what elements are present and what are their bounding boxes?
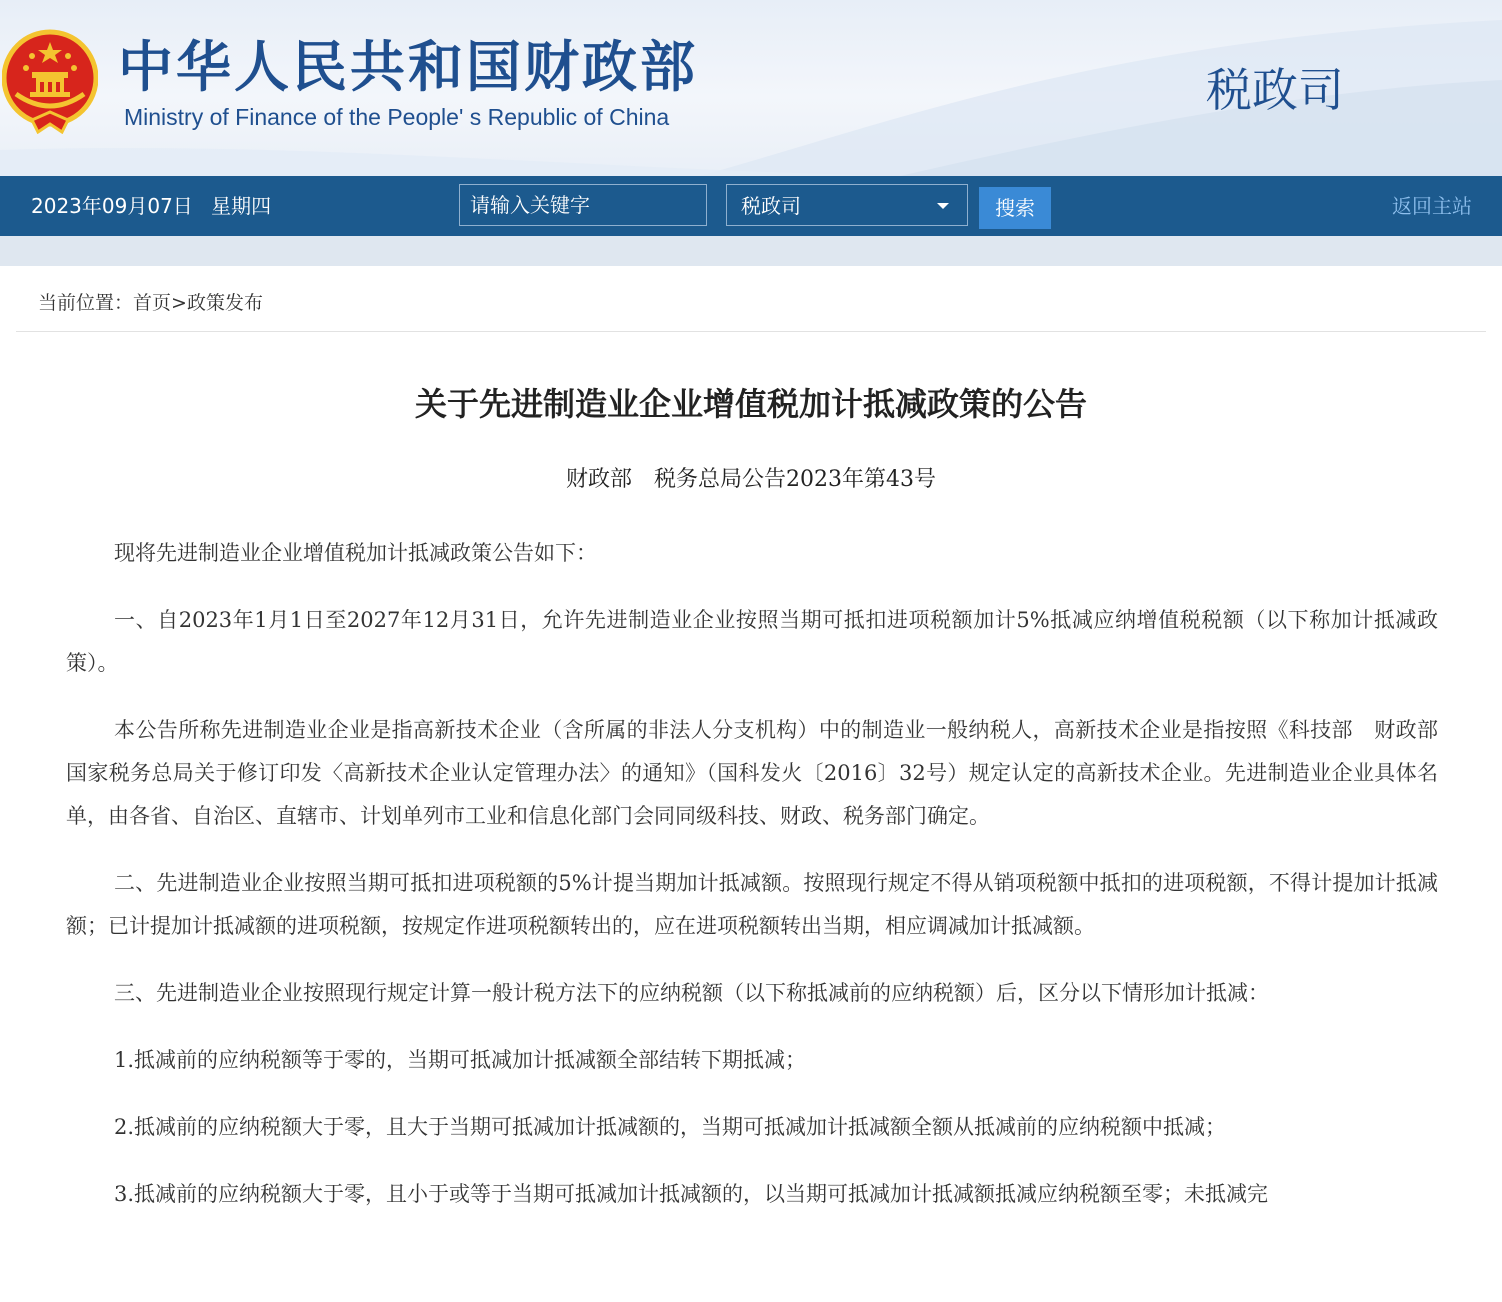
- search-button[interactable]: 搜索: [979, 187, 1051, 229]
- article-paragraph: 3.抵减前的应纳税额大于零，且小于或等于当期可抵减加计抵减额的，以当期可抵减加计抵减额抵减应纳税额至零；未抵减完: [114, 1182, 1269, 1206]
- site-header: [0, 0, 1502, 176]
- breadcrumb-divider: [16, 331, 1486, 332]
- national-emblem-icon: [2, 28, 98, 134]
- article-paragraph: 一、自2023年1月1日至2027年12月31日，允许先进制造业企业按照当期可抵扣进项税额加计5%抵减应纳增值税税额（以下称加计抵减政策）。: [66, 608, 1438, 675]
- date-text: 2023年09月07日: [31, 194, 193, 218]
- article-paragraph: 三、先进制造业企业按照现行规定计算一般计税方法下的应纳税额（以下称抵减前的应纳税额）后，区分以下情形加计抵减：: [114, 981, 1269, 1005]
- breadcrumb: [38, 288, 263, 318]
- top-navbar: [0, 176, 1502, 236]
- article-paragraph: 1.抵减前的应纳税额等于零的，当期可抵减加计抵减额全部结转下期抵减；: [114, 1048, 807, 1072]
- article-title: 关于先进制造业企业增值税加计抵减政策的公告: [414, 385, 1087, 423]
- search-scope-selected: 税政司: [741, 194, 801, 218]
- article-body: [66, 532, 1459, 1240]
- current-date: [31, 191, 271, 221]
- department-name: 税政司: [1206, 63, 1344, 117]
- article-paragraph: 二、先进制造业企业按照当期可抵扣进项税额的5%计提当期加计抵减额。按照现行规定不得从销项税额中抵扣的进项税额，不得计提加计抵减额；已计提加计抵减额的进项税额，按规定作进项税额转出的，应在进项税额转出当期，相应调减加计抵减额。: [66, 871, 1438, 938]
- search-scope-select[interactable]: [726, 184, 968, 226]
- main-content: [0, 266, 1502, 1302]
- breadcrumb-home-link[interactable]: 首页: [133, 292, 172, 314]
- site-title-english: Ministry of Finance of the People' s Republic of China: [124, 104, 670, 130]
- breadcrumb-current-link[interactable]: 政策发布: [186, 292, 263, 314]
- site-title-chinese: 中华人民共和国财政部: [118, 35, 699, 99]
- document-number: 财政部 税务总局公告2023年第43号: [566, 467, 936, 492]
- weekday-text: 星期四: [211, 194, 272, 218]
- return-home-link[interactable]: 返回主站: [1392, 194, 1472, 218]
- article-paragraph: 2.抵减前的应纳税额大于零，且大于当期可抵减加计抵减额的，当期可抵减加计抵减额全额从抵减前的应纳税额中抵减；: [114, 1115, 1227, 1139]
- breadcrumb-separator: >: [171, 292, 187, 314]
- article-paragraph: 现将先进制造业企业增值税加计抵减政策公告如下：: [114, 541, 597, 565]
- breadcrumb-prefix: 当前位置：: [38, 292, 134, 314]
- search-input[interactable]: [459, 184, 707, 226]
- chevron-down-icon: [937, 203, 949, 209]
- article-paragraph: 本公告所称先进制造业企业是指高新技术企业（含所属的非法人分支机构）中的制造业一般纳税人，高新技术企业是指按照《科技部 财政部 国家税务总局关于修订印发〈高新技术企业认定管理办法〉的通知》（国科发火〔2016〕32号）规定认定的高新技术企业。先进制造业企业具体名单，由各省、自治区、直辖市、计划单列市工业和信息化部门会同同级科技、财政、税务部门确定。: [66, 718, 1459, 828]
